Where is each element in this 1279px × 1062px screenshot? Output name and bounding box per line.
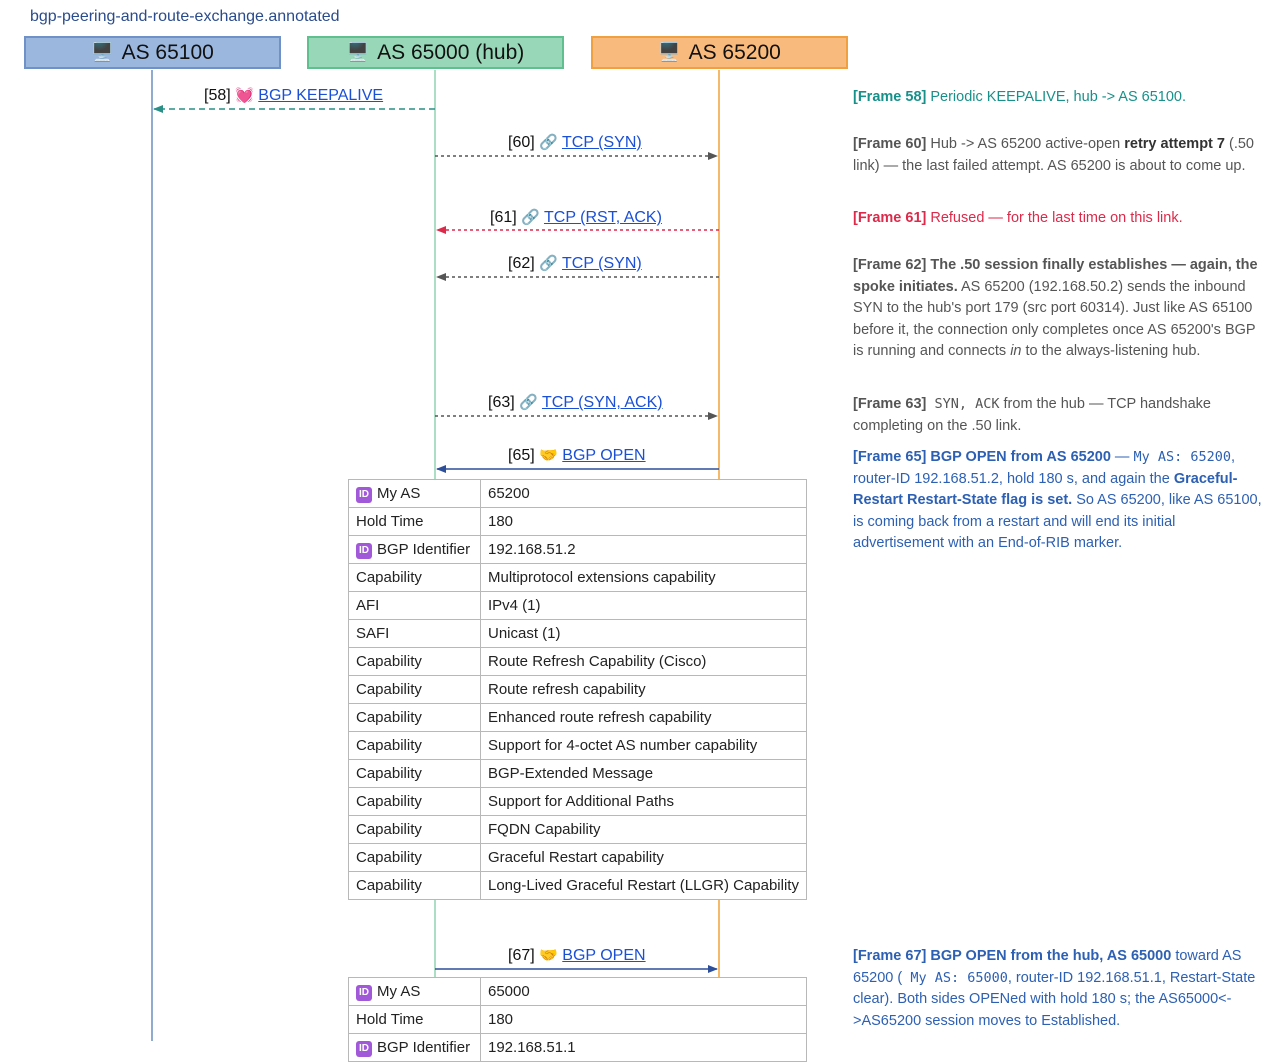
field-key-cell <box>349 732 481 760</box>
field-key: Capability <box>356 653 422 670</box>
note-text: (.50 link) — the last failed attempt. AS 65200 is about to come up. <box>853 136 1254 174</box>
note-text: AS 65200 (192.168.50.2) sends the inbound SYN to the hub's port 179 (src port 60314). Just like AS 65100 before it, the connection only completes once AS 65200's BGP is running and connects <box>853 278 1256 359</box>
open-fields-table-frame-65 <box>348 479 807 900</box>
field-key-cell <box>349 844 481 872</box>
field-row <box>349 732 807 760</box>
heartbeat-icon: 💓 <box>235 87 254 104</box>
field-key-cell <box>349 872 481 900</box>
message-link[interactable]: BGP OPEN <box>562 947 646 964</box>
field-key-cell <box>349 620 481 648</box>
field-key-cell <box>349 760 481 788</box>
field-key: Capability <box>356 569 422 586</box>
note-frame-63 <box>853 394 1269 437</box>
note-text: Periodic KEEPALIVE, hub -> AS 65100. <box>926 89 1187 105</box>
note-text: — <box>1110 449 1134 465</box>
note-text: , router-ID 192.168.51.2, hold 180 s, and again the <box>853 449 1236 487</box>
field-value: FQDN Capability <box>481 816 807 844</box>
note-tag: [Frame 67] <box>853 948 927 964</box>
note-emphasis: retry attempt 7 <box>1124 136 1225 152</box>
field-row <box>349 872 807 900</box>
field-key: SAFI <box>356 625 390 642</box>
field-key: Hold Time <box>356 513 424 530</box>
field-value: Multiprotocol extensions capability <box>481 564 807 592</box>
computer-icon: 🖥️ <box>658 42 681 62</box>
field-value: 180 <box>481 508 807 536</box>
open-fields-table-frame-67 <box>348 977 807 1062</box>
message-label-frame-62[interactable] <box>508 254 642 273</box>
note-italic: in <box>1010 343 1022 359</box>
frame-number: [65] <box>508 447 535 464</box>
field-row <box>349 620 807 648</box>
note-frame-67 <box>853 946 1269 1032</box>
frame-number: [67] <box>508 947 535 964</box>
frame-number: [63] <box>488 394 515 411</box>
field-value: Enhanced route refresh capability <box>481 704 807 732</box>
note-frame-60 <box>853 134 1269 177</box>
note-emphasis: Graceful-Restart Restart-State flag is set. <box>853 470 1238 508</box>
field-row <box>349 1034 807 1062</box>
field-key: Capability <box>356 765 422 782</box>
field-key-cell <box>349 816 481 844</box>
field-key: Capability <box>356 709 422 726</box>
note-text: So AS 65200, like AS 65100, is coming back from a restart and will end its initial advertisement with an End-of-RIB marker. <box>853 492 1262 551</box>
field-key-cell <box>349 480 481 508</box>
note-text: Hub -> AS 65200 active-open <box>926 136 1125 152</box>
note-code: My AS: 65000 <box>902 969 1008 986</box>
message-label-frame-60[interactable] <box>508 133 642 152</box>
message-label-frame-58[interactable] <box>204 86 383 105</box>
frame-number: [58] <box>204 87 231 104</box>
field-key: Capability <box>356 681 422 698</box>
note-tag: [Frame 58] <box>853 89 927 105</box>
field-key: AFI <box>356 597 380 614</box>
field-value: Unicast (1) <box>481 620 807 648</box>
field-key-cell <box>349 704 481 732</box>
field-value: Graceful Restart capability <box>481 844 807 872</box>
field-row <box>349 978 807 1006</box>
link-icon: 🔗 <box>539 255 558 272</box>
field-row <box>349 704 807 732</box>
field-row <box>349 844 807 872</box>
frame-number: [61] <box>490 209 517 226</box>
note-emphasis: BGP OPEN from the hub, AS 65000 <box>926 948 1172 964</box>
note-tag: [Frame 60] <box>853 136 927 152</box>
note-text: , router-ID 192.168.51.1, Restart-State clear). Both sides OPENed with hold 180 s; the AS65000<->AS65200 session moves to Established. <box>853 969 1256 1029</box>
field-value: Long-Lived Graceful Restart (LLGR) Capability <box>481 872 807 900</box>
field-value: Support for Additional Paths <box>481 788 807 816</box>
message-label-frame-61[interactable] <box>490 208 662 227</box>
message-link[interactable]: TCP (SYN) <box>561 134 642 151</box>
participant-label: AS 65000 (hub) <box>377 40 525 64</box>
message-link[interactable]: TCP (SYN) <box>561 255 642 272</box>
note-text: toward AS 65200 ( <box>853 948 1242 986</box>
computer-icon: 🖥️ <box>346 42 370 62</box>
field-row <box>349 592 807 620</box>
note-tag: [Frame 65] <box>853 449 927 465</box>
field-row <box>349 816 807 844</box>
field-key-cell <box>349 676 481 704</box>
id-badge-icon: ID <box>356 985 372 1001</box>
link-icon: 🔗 <box>539 134 558 151</box>
field-key-cell <box>349 536 481 564</box>
field-value: Route refresh capability <box>481 676 807 704</box>
message-link[interactable]: BGP OPEN <box>562 447 646 464</box>
field-key: Hold Time <box>356 1011 424 1028</box>
field-value: IPv4 (1) <box>481 592 807 620</box>
note-frame-61 <box>853 208 1269 230</box>
field-row <box>349 536 807 564</box>
note-text: from the hub — TCP handshake completing on the .50 link. <box>853 396 1211 434</box>
note-tag: [Frame 63] <box>853 396 927 412</box>
link-icon: 🔗 <box>519 394 538 411</box>
field-key: BGP Identifier <box>377 1038 471 1056</box>
note-text: to the always-listening hub. <box>1021 343 1201 359</box>
field-key-cell <box>349 564 481 592</box>
note-frame-62 <box>853 255 1269 363</box>
field-key-cell <box>349 1034 481 1062</box>
field-key: My AS <box>377 982 421 1000</box>
note-code: SYN, ACK <box>926 396 1000 412</box>
field-key-cell <box>349 788 481 816</box>
field-key-cell <box>349 592 481 620</box>
field-key: BGP Identifier <box>377 540 471 558</box>
field-row <box>349 508 807 536</box>
field-value: BGP-Extended Message <box>481 760 807 788</box>
field-key: Capability <box>356 793 422 810</box>
field-value: 65000 <box>481 978 807 1006</box>
frame-number: [60] <box>508 134 535 151</box>
field-row <box>349 564 807 592</box>
field-key-cell <box>349 508 481 536</box>
field-key-cell <box>349 978 481 1006</box>
note-frame-58 <box>853 87 1269 109</box>
field-value: Route Refresh Capability (Cisco) <box>481 648 807 676</box>
frame-number: [62] <box>508 255 535 272</box>
field-key: Capability <box>356 737 422 754</box>
field-row <box>349 760 807 788</box>
id-badge-icon: ID <box>356 1041 372 1057</box>
note-emphasis: The .50 session finally establishes — again, the spoke initiates. <box>853 257 1258 295</box>
handshake-icon: 🤝 <box>539 447 558 464</box>
note-frame-65 <box>853 447 1269 555</box>
participant-label: AS 65200 <box>688 40 781 64</box>
field-value: 180 <box>481 1006 807 1034</box>
id-badge-icon: ID <box>356 487 372 503</box>
note-tag: [Frame 61] <box>853 210 927 226</box>
handshake-icon: 🤝 <box>539 947 558 964</box>
message-label-frame-63[interactable] <box>488 393 663 412</box>
field-key: Capability <box>356 821 422 838</box>
message-link[interactable]: TCP (SYN, ACK) <box>541 394 663 411</box>
diagram-title: bgp-peering-and-route-exchange.annotated <box>30 8 340 25</box>
note-emphasis: BGP OPEN from AS 65200 <box>926 449 1111 465</box>
field-key: My AS <box>377 484 421 502</box>
field-value: 192.168.51.1 <box>481 1034 807 1062</box>
field-row <box>349 480 807 508</box>
field-key-cell <box>349 1006 481 1034</box>
field-row <box>349 676 807 704</box>
note-tag: [Frame 62] <box>853 257 927 273</box>
field-row <box>349 788 807 816</box>
note-code: My AS: 65200 <box>1133 449 1231 465</box>
field-key: Capability <box>356 849 422 866</box>
computer-icon: 🖥️ <box>91 42 114 62</box>
field-value: Support for 4-octet AS number capability <box>481 732 807 760</box>
field-row <box>349 648 807 676</box>
message-link[interactable]: TCP (RST, ACK) <box>543 209 662 226</box>
field-value: 65200 <box>481 480 807 508</box>
id-badge-icon: ID <box>356 543 372 559</box>
note-text: Refused — for the last time on this link. <box>926 210 1183 226</box>
field-value: 192.168.51.2 <box>481 536 807 564</box>
link-icon: 🔗 <box>521 209 540 226</box>
message-link[interactable]: BGP KEEPALIVE <box>258 87 384 104</box>
field-key: Capability <box>356 877 422 894</box>
field-row <box>349 1006 807 1034</box>
field-key-cell <box>349 648 481 676</box>
message-label-frame-67[interactable] <box>508 946 646 965</box>
participant-label: AS 65100 <box>121 40 214 64</box>
message-label-frame-65[interactable] <box>508 446 646 465</box>
